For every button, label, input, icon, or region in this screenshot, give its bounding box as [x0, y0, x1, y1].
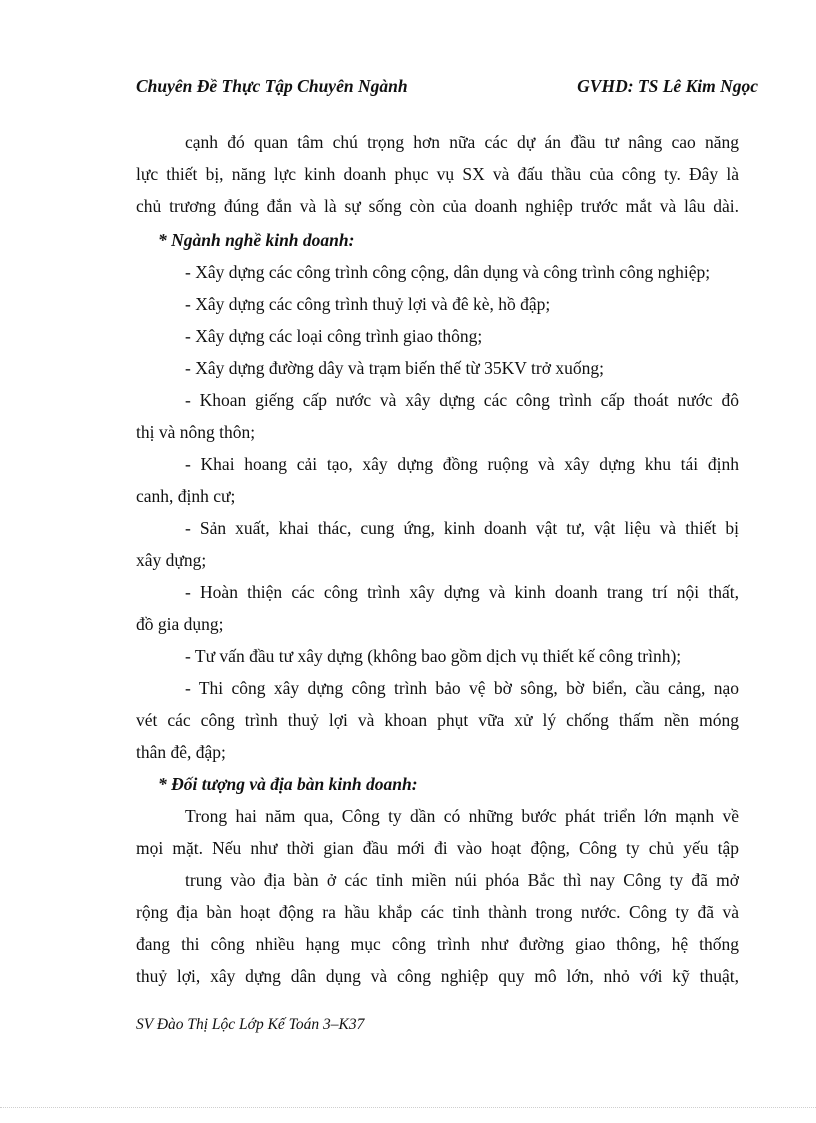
list-item-continuation: xây dựng; [136, 550, 207, 570]
header-title: Chuyên Đề Thực Tập Chuyên Ngành [136, 76, 408, 96]
paragraph-line: rộng địa bàn hoạt động ra hầu khắp các tỉnh thành trong nước. Công ty đã và [136, 902, 739, 922]
list-item-continuation: thị và nông thôn; [136, 422, 256, 442]
paragraph-line: chủ trương đúng đắn và là sự sống còn của doanh nghiệp trước mắt và lâu dài. [136, 196, 739, 216]
list-item: - Xây dựng đường dây và trạm biến thế từ 35KV trở xuống; [185, 358, 604, 378]
list-item: - Xây dựng các công trình công cộng, dân dụng và công trình công nghiệp; [185, 262, 711, 282]
list-item: - Thi công xây dựng công trình bảo vệ bờ sông, bờ biển, cầu cảng, nạo [185, 678, 739, 698]
paragraph-line: mọi mặt. Nếu như thời gian đầu mới đi vào hoạt động, Công ty chủ yếu tập [136, 838, 739, 858]
list-item: - Xây dựng các loại công trình giao thông; [185, 326, 483, 346]
paragraph-line: thuỷ lợi, xây dựng dân dụng và công nghiệp quy mô lớn, nhỏ với kỹ thuật, [136, 966, 739, 986]
list-item-continuation: vét các công trình thuỷ lợi và khoan phụt vữa xử lý chống thấm nền móng [136, 710, 739, 730]
list-item-continuation: canh, định cư; [136, 486, 236, 506]
paragraph-line: đang thi công nhiều hạng mục công trình như đường giao thông, hệ thống [136, 934, 739, 954]
list-item: - Sản xuất, khai thác, cung ứng, kinh doanh vật tư, vật liệu và thiết bị [185, 518, 739, 538]
list-item-continuation: đồ gia dụng; [136, 614, 224, 634]
list-item: - Khoan giếng cấp nước và xây dựng các công trình cấp thoát nước đô [185, 390, 739, 410]
paragraph-line: trung vào địa bàn ở các tỉnh miền núi phóa Bắc thì nay Công ty đã mở [185, 870, 739, 890]
page-header [136, 76, 758, 100]
list-item: - Hoàn thiện các công trình xây dựng và kinh doanh trang trí nội thất, [185, 582, 739, 602]
header-supervisor: GVHD: TS Lê Kim Ngọc [577, 76, 758, 96]
page-bottom-divider [0, 1107, 816, 1108]
list-item: - Khai hoang cải tạo, xây dựng đồng ruộng và xây dựng khu tái định [185, 454, 739, 474]
list-item-continuation: thân đê, đập; [136, 742, 226, 762]
list-item: - Tư vấn đầu tư xây dựng (không bao gồm dịch vụ thiết kế công trình); [185, 646, 682, 666]
paragraph-line: cạnh đó quan tâm chú trọng hơn nữa các dự án đầu tư nâng cao năng [185, 132, 739, 152]
section-heading-business-lines: * Ngành nghề kinh doanh: [158, 230, 355, 250]
list-item: - Xây dựng các công trình thuỷ lợi và đê kè, hồ đập; [185, 294, 551, 314]
paragraph-line: Trong hai năm qua, Công ty dần có những bước phát triển lớn mạnh về [185, 806, 739, 826]
document-body [136, 126, 739, 992]
page-footer: SV Đào Thị Lộc Lớp Kế Toán 3–K37 [136, 1016, 365, 1033]
section-heading-market: * Đối tượng và địa bàn kinh doanh: [158, 774, 418, 794]
paragraph-line: lực thiết bị, năng lực kinh doanh phục vụ SX và đấu thầu của công ty. Đây là [136, 164, 739, 184]
